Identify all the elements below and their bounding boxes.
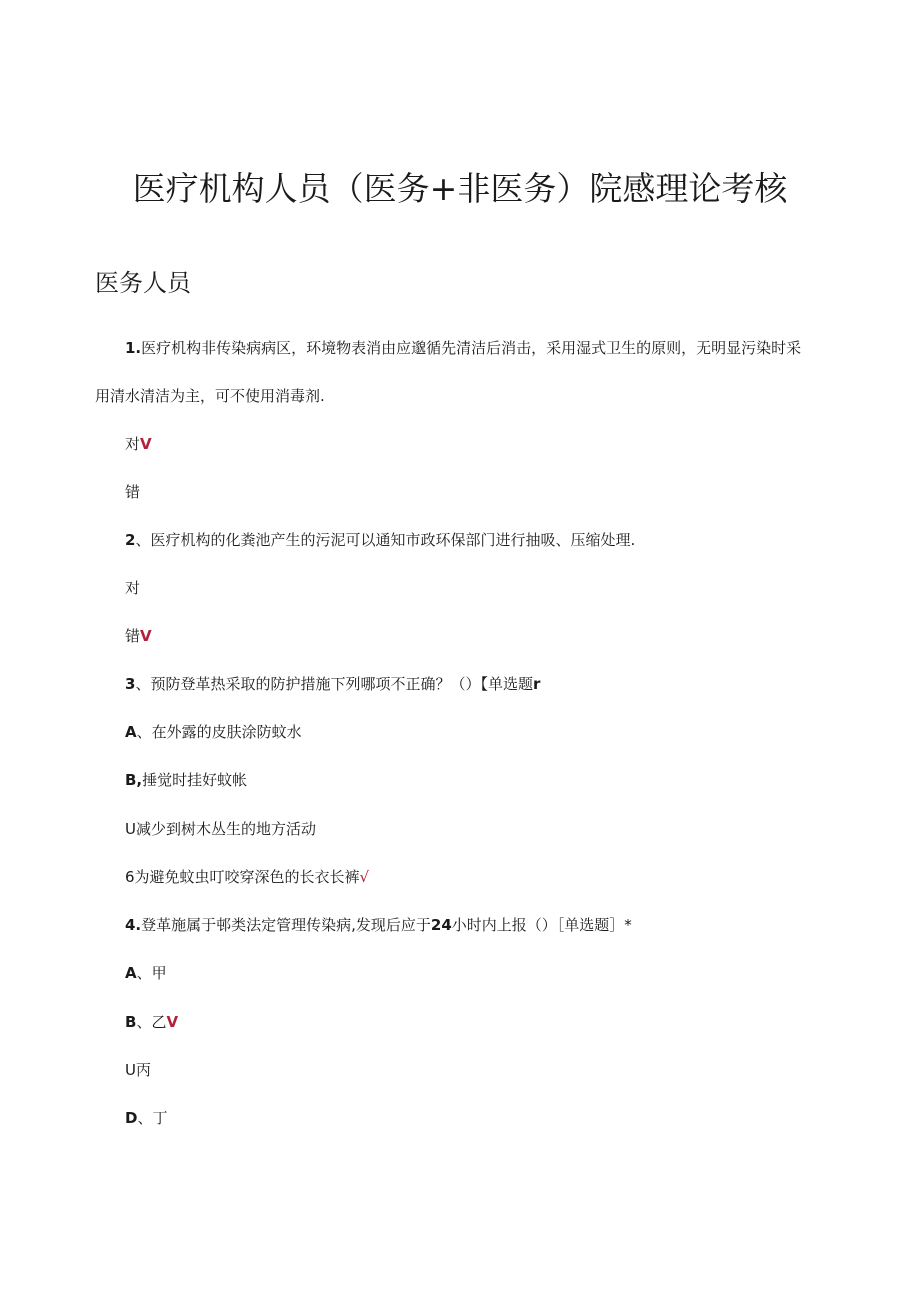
q3-option-d[interactable] — [125, 866, 369, 888]
q4-hours: 24 — [430, 916, 452, 934]
q1-line-1 — [125, 337, 801, 359]
q4-stem — [125, 914, 632, 936]
q1-answer-mark: V — [140, 435, 152, 453]
q3-option-d-text: 6为避免蚊虫叮咬穿深色的长衣长裤 — [125, 868, 360, 886]
q3-tail: r — [532, 675, 541, 693]
q2-number: 2 — [125, 531, 136, 549]
q4-option-d-key: D — [125, 1109, 138, 1127]
q3-option-a-text: 、在外露的皮肤涂防蚊水 — [136, 723, 302, 741]
q1-text-1: 医疗机构非传染病病区，环境物表消由应邈循先清洁后消击，采用湿式卫生的原则，无明显污染时采 — [141, 339, 802, 357]
q3-option-a[interactable] — [125, 721, 302, 743]
page-title: 医疗机构人员（医务+非医务）院感理论考核 — [132, 169, 788, 208]
q4-option-d[interactable] — [125, 1107, 167, 1129]
q1-option-false-label: 错 — [125, 483, 141, 501]
q3-option-a-key: A — [125, 723, 137, 741]
q2-option-false-label: 错 — [125, 627, 141, 645]
q3-number: 3 — [125, 675, 136, 693]
q2-stem — [125, 529, 635, 551]
q4-option-d-text: 、丁 — [137, 1109, 168, 1127]
q4-text-1: 登革施属于邨类法定管理传染病,发现后应于 — [141, 916, 431, 934]
q1-line-2: 用清水清洁为主，可不使用消毒剂. — [95, 387, 325, 405]
q3-option-c[interactable] — [125, 818, 316, 840]
q2-text: 、医疗机构的化粪池产生的污泥可以通知市政环保部门进行抽吸、压缩处理. — [135, 531, 636, 549]
q4-number: 4. — [125, 916, 142, 934]
q1-option-true-label: 对 — [125, 435, 141, 453]
q1-option-true[interactable] — [125, 433, 152, 455]
q3-option-b-key: B, — [125, 771, 143, 789]
q1-number: 1. — [125, 339, 142, 357]
q2-option-false[interactable] — [125, 625, 152, 647]
q3-stem — [125, 673, 540, 695]
q4-answer-mark: V — [166, 1013, 179, 1031]
q4-option-b-key: B — [125, 1013, 137, 1031]
section-heading: 医务人员 — [95, 269, 191, 297]
q2-option-true[interactable] — [125, 577, 140, 599]
q4-option-a-key: A — [125, 964, 137, 982]
q3-option-b[interactable] — [125, 769, 247, 791]
q3-option-b-text: 捶觉时挂好蚊帐 — [142, 771, 248, 789]
q4-option-c[interactable] — [125, 1059, 151, 1081]
q3-answer-mark: √ — [359, 868, 370, 886]
q4-option-b[interactable] — [125, 1011, 178, 1033]
q3-option-c-text: U减少到树木丛生的地方活动 — [125, 820, 316, 838]
q2-answer-mark: V — [140, 627, 152, 645]
q4-option-c-text: U丙 — [125, 1061, 151, 1079]
q3-text: 、预防登革热采取的防护措施下列哪项不正确？（）【单选题 — [135, 675, 533, 693]
q1-option-false[interactable] — [125, 481, 140, 503]
q4-option-a[interactable] — [125, 962, 167, 984]
q4-option-b-text: 、乙 — [136, 1013, 167, 1031]
q2-option-true-label: 对 — [125, 579, 141, 597]
q4-text-2: 小时内上报（）［单选题］* — [451, 916, 632, 934]
q4-option-a-text: 、甲 — [136, 964, 167, 982]
